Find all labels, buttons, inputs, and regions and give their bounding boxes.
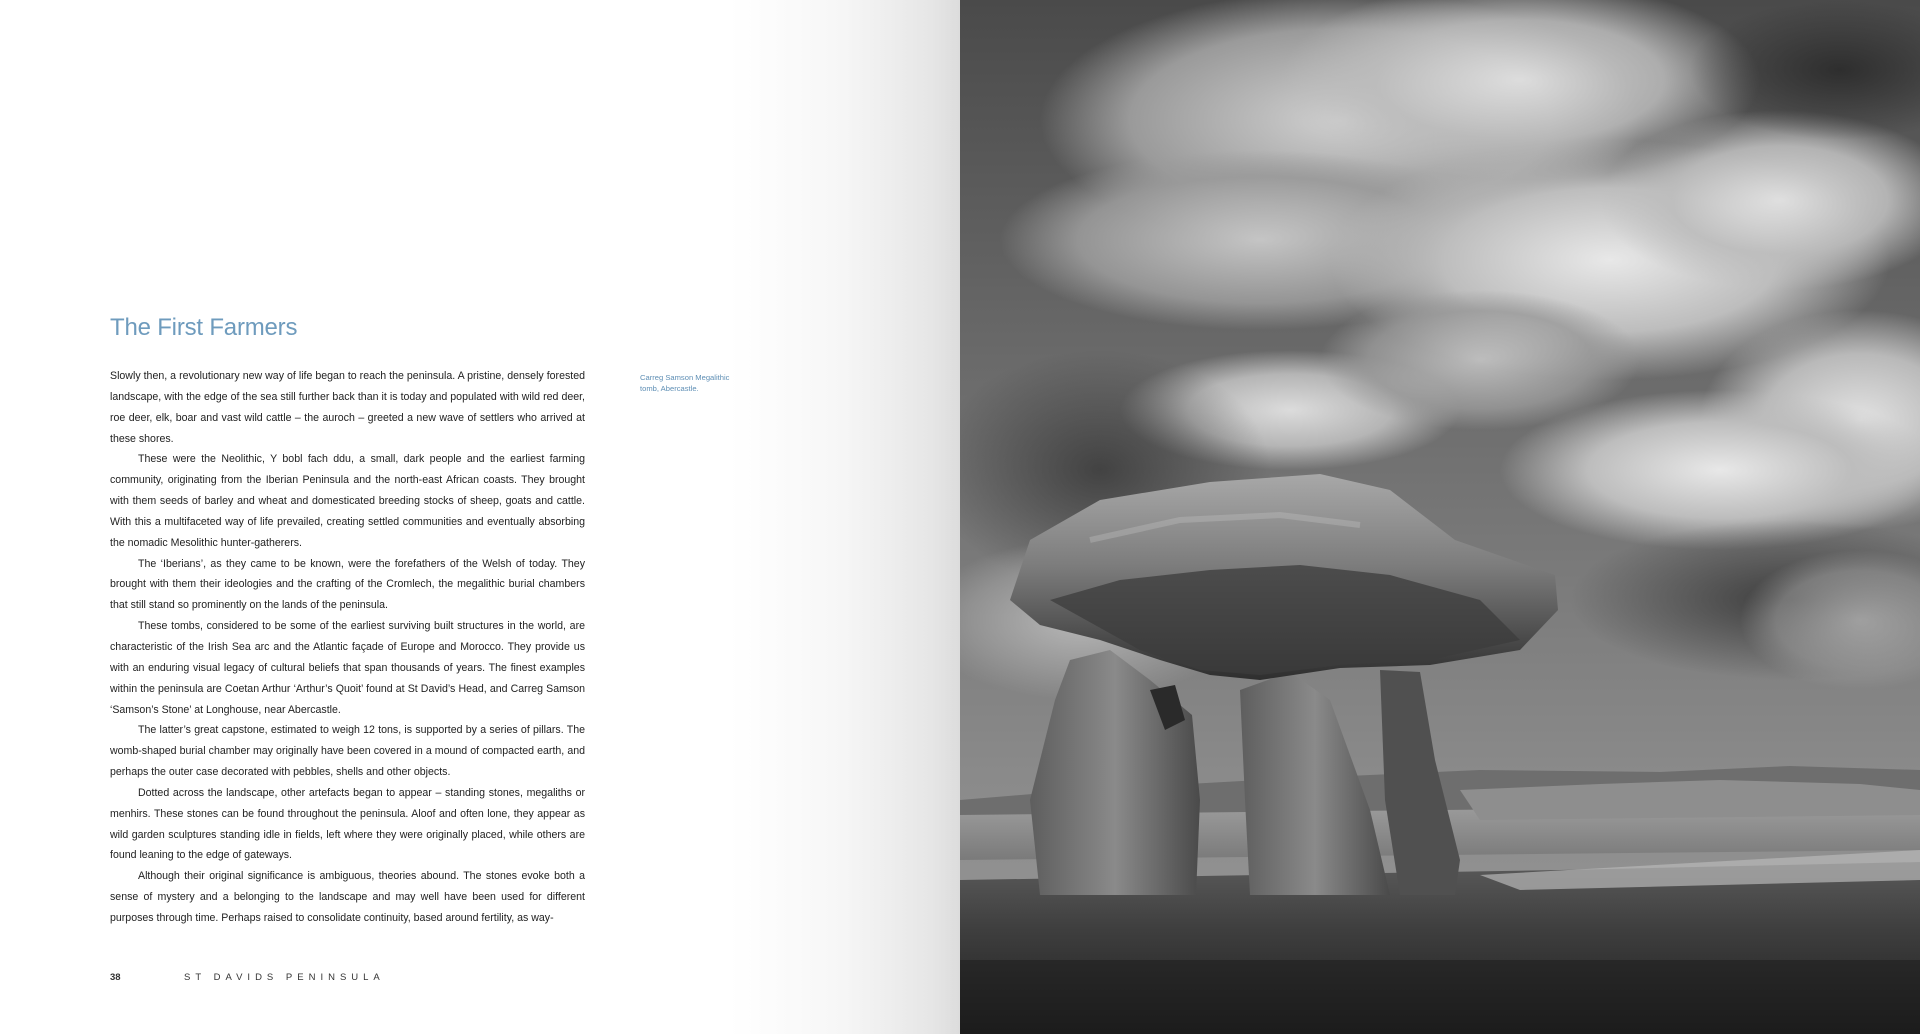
paragraph: The latter’s great capstone, estimated to weigh 12 tons, is supported by a series of pillars. The womb-shaped burial chamber may originally have been covered in a mound of compacted earth, and perhaps the outer case decorated with pebbles, shells and other objects. [110, 724, 585, 779]
paragraph: The ‘Iberians’, as they came to be known, were the forefathers of the Welsh of today. They brought with them their ideologies and the crafting of the Cromlech, the megalithic burial chambers that still stand so prominently on the lands of the peninsula. [110, 557, 585, 612]
right-page [960, 0, 1920, 1034]
paragraph: Slowly then, a revolutionary new way of life began to reach the peninsula. A pristine, densely forested landscape, with the edge of the sea still further back than it is today and populated with wild red deer, roe deer, elk, boar and vast wild cattle – the auroch – greeted a new wave of settlers who arrived at these shores. [110, 370, 585, 445]
paragraph: Dotted across the landscape, other artefacts began to appear – standing stones, megaliths or menhirs. These stones can be found throughout the peninsula. Aloof and often lone, they appear as wild garden sculptures standing idle in fields, left where they were originally placed, while others are found leaning to the edge of gateways. [110, 786, 585, 862]
megalithic-tomb-photo [960, 0, 1920, 1034]
chapter-heading: The First Farmers [110, 314, 298, 341]
body-text [110, 366, 585, 929]
page-number: 38 [110, 972, 121, 983]
running-head: ST DAVIDS PENINSULA [184, 972, 385, 983]
paragraph: These were the Neolithic, Y bobl fach ddu, a small, dark people and the earliest farming community, originating from the Iberian Peninsula and the north-east African coasts. They brought with them seeds of barley and wheat and domesticated breeding stocks of sheep, goats and cattle. With this a multifaceted way of life prevailed, creating settled communities and eventually absorbing the nomadic Mesolithic hunter-gatherers. [110, 453, 585, 549]
paragraph: Although their original significance is ambiguous, theories abound. The stones evoke both a sense of mystery and a belonging to the landscape and may well have been used for different purposes through time. Perhaps raised to consolidate continuity, based around fertility, as way- [110, 870, 585, 924]
paragraph: These tombs, considered to be some of the earliest surviving built structures in the world, are characteristic of the Irish Sea arc and the Atlantic façade of Europe and Morocco. They provide us with an enduring visual legacy of cultural beliefs that span thousands of years. The finest examples within the peninsula are Coetan Arthur ‘Arthur’s Quoit’ found at St David’s Head, and Carreg Samson ‘Samson’s Stone’ at Longhouse, near Abercastle. [110, 620, 585, 716]
photo-caption: Carreg Samson Megalithic tomb, Abercastle. [640, 373, 730, 393]
